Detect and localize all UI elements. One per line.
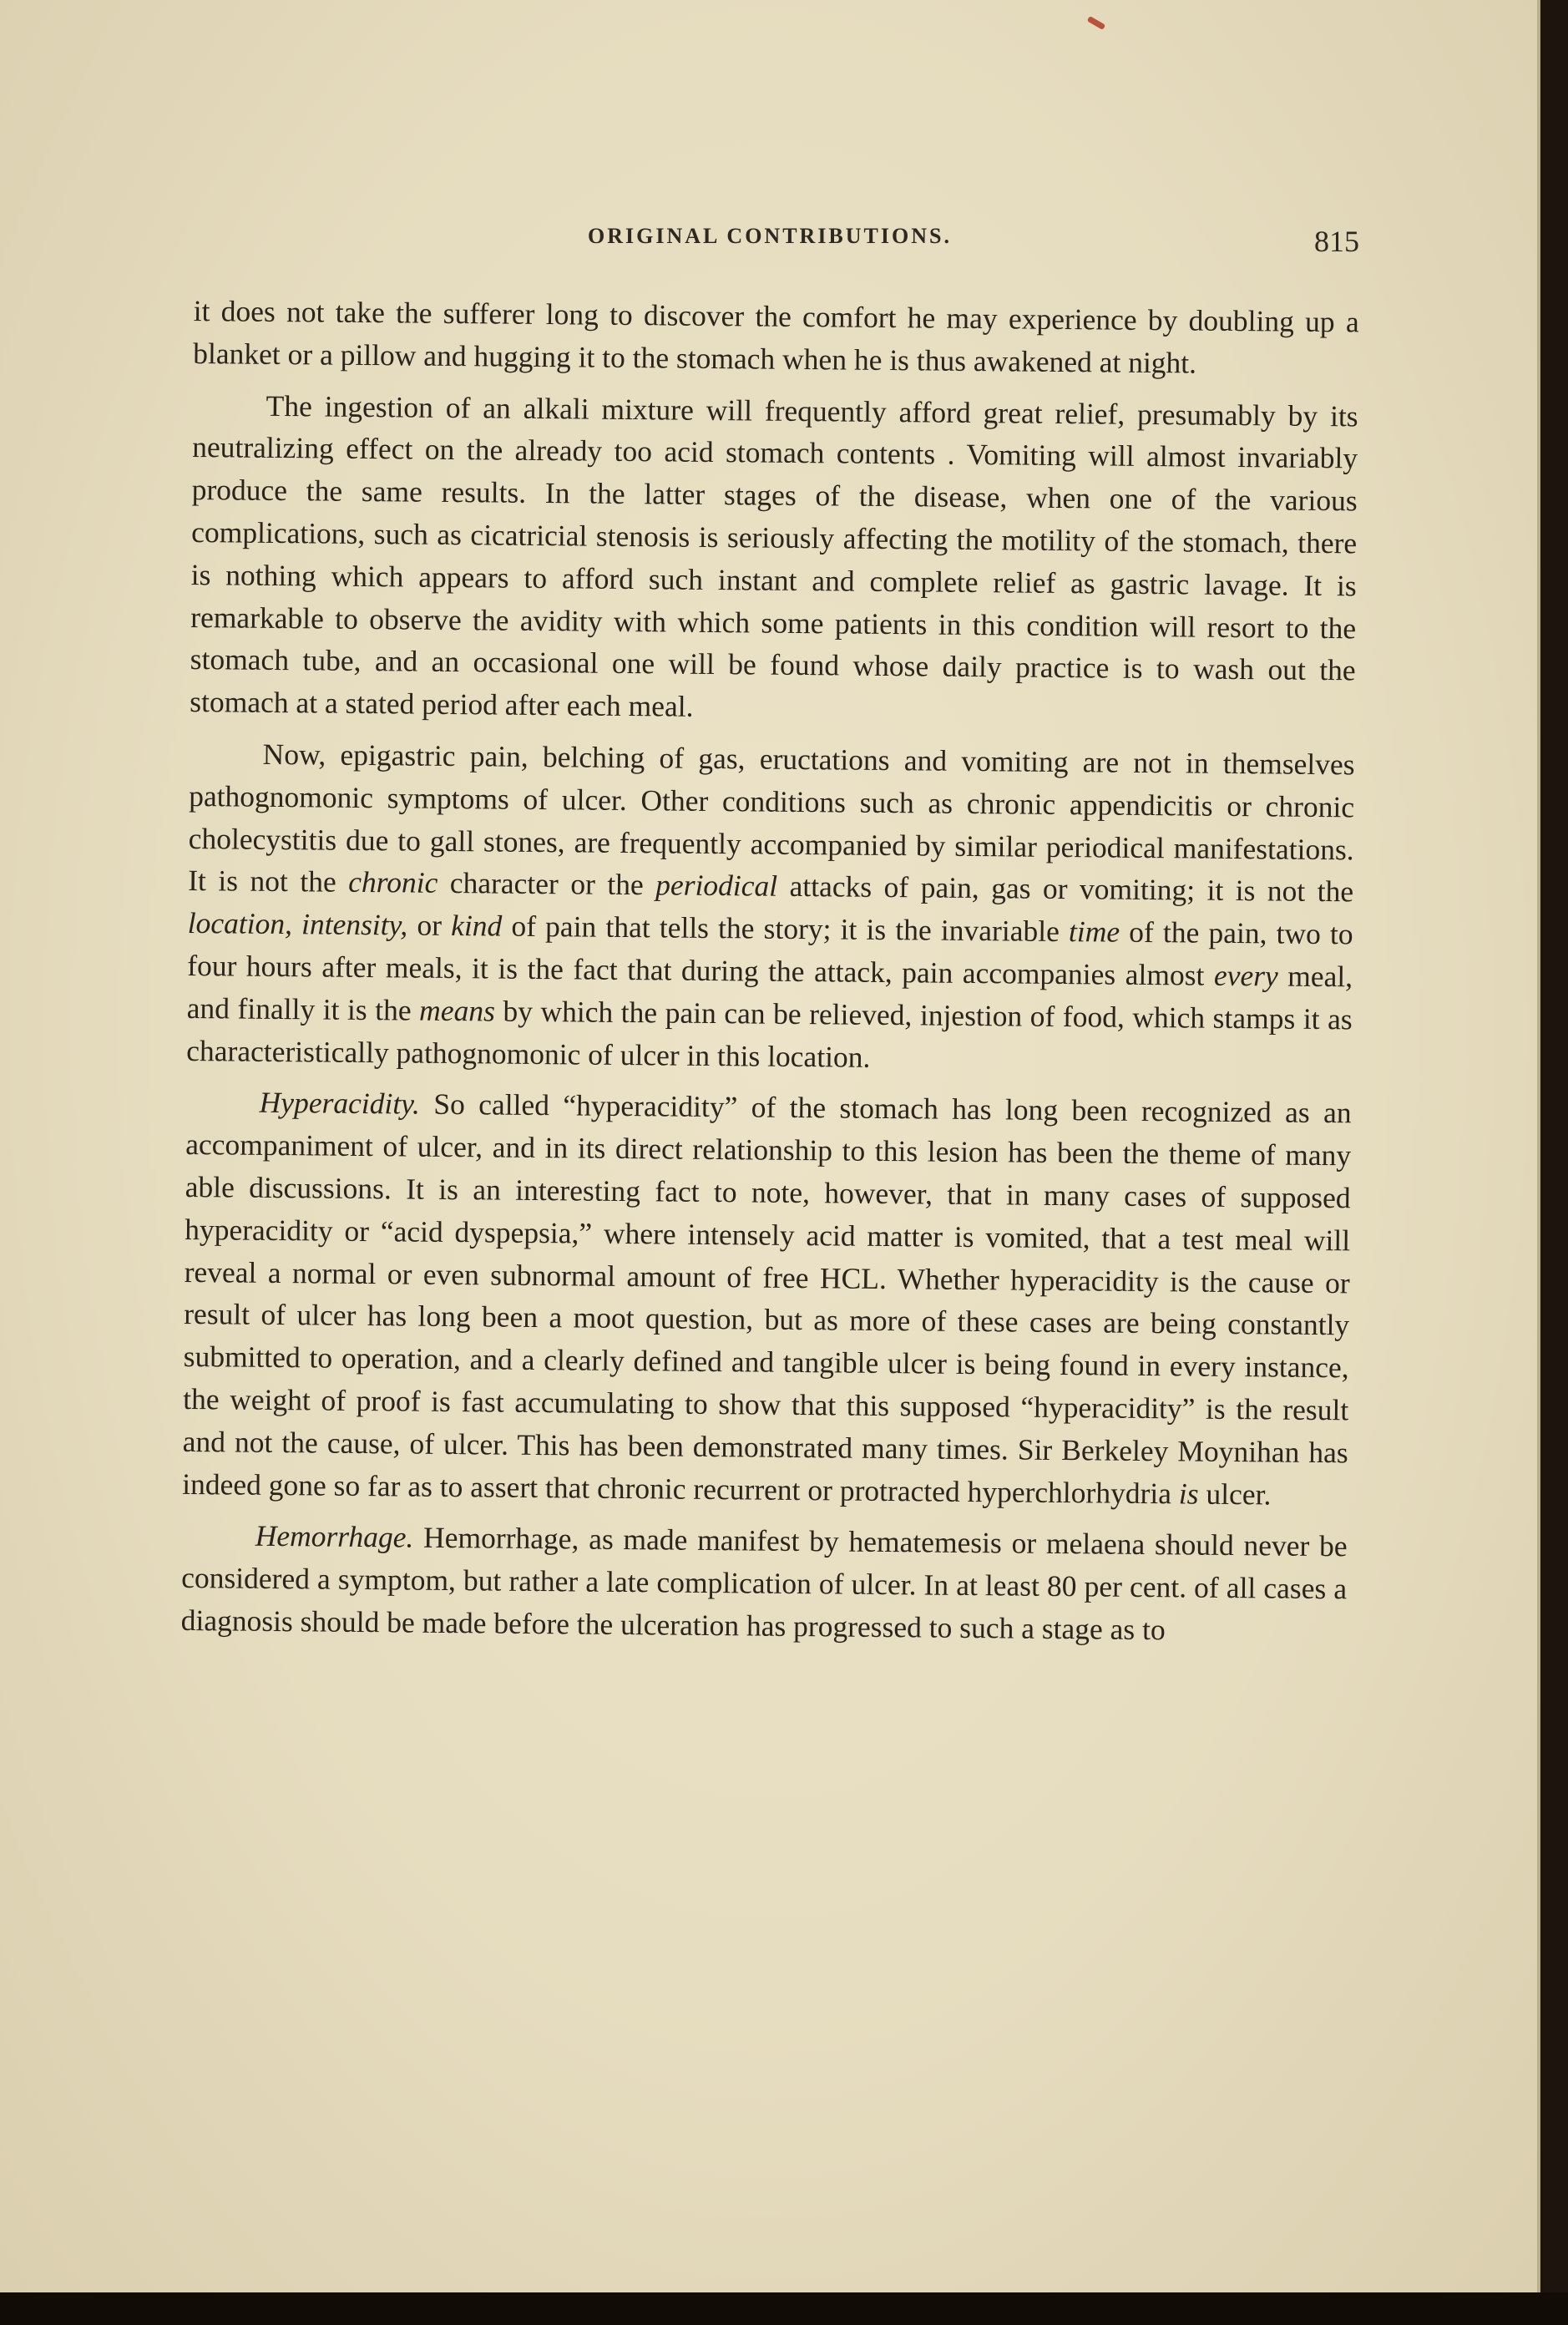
text-segment: ulcer. [1198, 1477, 1272, 1511]
italic-term: is [1178, 1476, 1199, 1511]
text-segment: it does not take the sufferer long to discover the comfort he may experience by doubling up a blanket or a pillow and hugging it to the stomach when he is thus awakened at night. [193, 293, 1359, 380]
paragraph-hemorrhage [180, 1514, 1347, 1653]
italic-term: periodical [655, 868, 778, 904]
italic-term: every [1213, 958, 1278, 993]
text-segment: So called “hyperacidity” of the stomach has long been recognized as an accompaniment of ulcer, and in its direct relationship to this lesion has been the theme of many able discussions. It is an interesting fact to note, however, that in many cases of supposed hyperacidity or “acid dyspepsia,” where intensely acid matter is vomited, that a test meal will reveal a normal or even subnormal amount of free HCL. Whether hyperacidity is the cause or result of ulcer has long been a moot question, but as more of these cases are being constantly submitted to operation, and a clearly defined and tangible ulcer is being found in every instance, the weight of proof is fast accumulating to show that this supposed “hyperacidity” is the result and not the cause, of ulcer. This has been demonstrated many times. Sir Berkeley Moynihan has indeed gone so far as to assert that chronic recurrent or protracted hyperchlorhydria [182, 1087, 1352, 1510]
text-segment: of pain that tells the story; it is the invariable [502, 909, 1070, 949]
text-segment: or [407, 908, 452, 943]
run-in-heading-hyperacidity: Hyperacidity. [259, 1086, 421, 1121]
text-segment: The ingestion of an alkali mixture will frequently afford great relief, presumably by its neutralizing effect on the already too acid stomach contents . Vomiting will almost invariably produce the same results. In the latter stages of the disease, when one of the various complications, such as cicatricial stenosis is seriously affecting the motility of the stomach, there is nothing which appears to afford such instant and complete relief as gastric lavage. It is remarkable to observe the avidity with which some patients in this condition will resort to the stomach tube, and an occasional one will be found whose daily practice is to wash out the stomach at a stated period after each meal. [190, 388, 1358, 723]
paragraph-pathognomonic [186, 732, 1355, 1083]
body-text [180, 290, 1359, 1662]
paragraph-hyperacidity [182, 1081, 1352, 1516]
italic-term: time [1068, 914, 1120, 949]
text-segment: by which the pain can be relieved, injestion of food, which stamps it as characteristically pathognomonic of ulcer in this location. [186, 994, 1353, 1074]
text-segment: Now, epigastric pain, belching of gas, eructations and vomiting are not in themselves pathognomonic symptoms of ulcer. Other conditions such as chronic appendicitis or chronic cholecystitis due to gall stones, are frequently accompanied by similar periodical manifestations. It is not the [188, 737, 1355, 899]
run-in-heading-hemorrhage: Hemorrhage. [255, 1519, 414, 1554]
text-segment: character or the [438, 866, 656, 902]
text-segment: of the pain, two to four hours after meals, it is the fact that during the attack, pain accompanies almost [187, 914, 1353, 992]
paragraph-alkali-relief [190, 384, 1358, 735]
italic-term: means [418, 993, 496, 1028]
text-segment: meal, and finally it is the [186, 959, 1353, 1027]
italic-term: chronic [348, 865, 438, 900]
italic-term: location, intensity, [187, 906, 408, 942]
italic-term: kind [450, 909, 503, 943]
ink-mark [1087, 16, 1106, 30]
paragraph-continuation [193, 290, 1359, 386]
running-head [194, 224, 1359, 266]
section-title: ORIGINAL CONTRIBUTIONS. [588, 224, 952, 248]
page-number: 815 [1314, 225, 1359, 258]
page-bottom-edge [0, 2292, 1568, 2325]
text-segment: attacks of pain, gas or vomiting; it is not the [776, 869, 1354, 909]
text-segment: Hemorrhage, as made manifest by hematemesis or melaena should never be considered a symptom, but rather a late complication of ulcer. In at least 80 per cent. of all cases a diagnosis should be made before the ulceration has progressed to such a stage as to [180, 1520, 1348, 1647]
